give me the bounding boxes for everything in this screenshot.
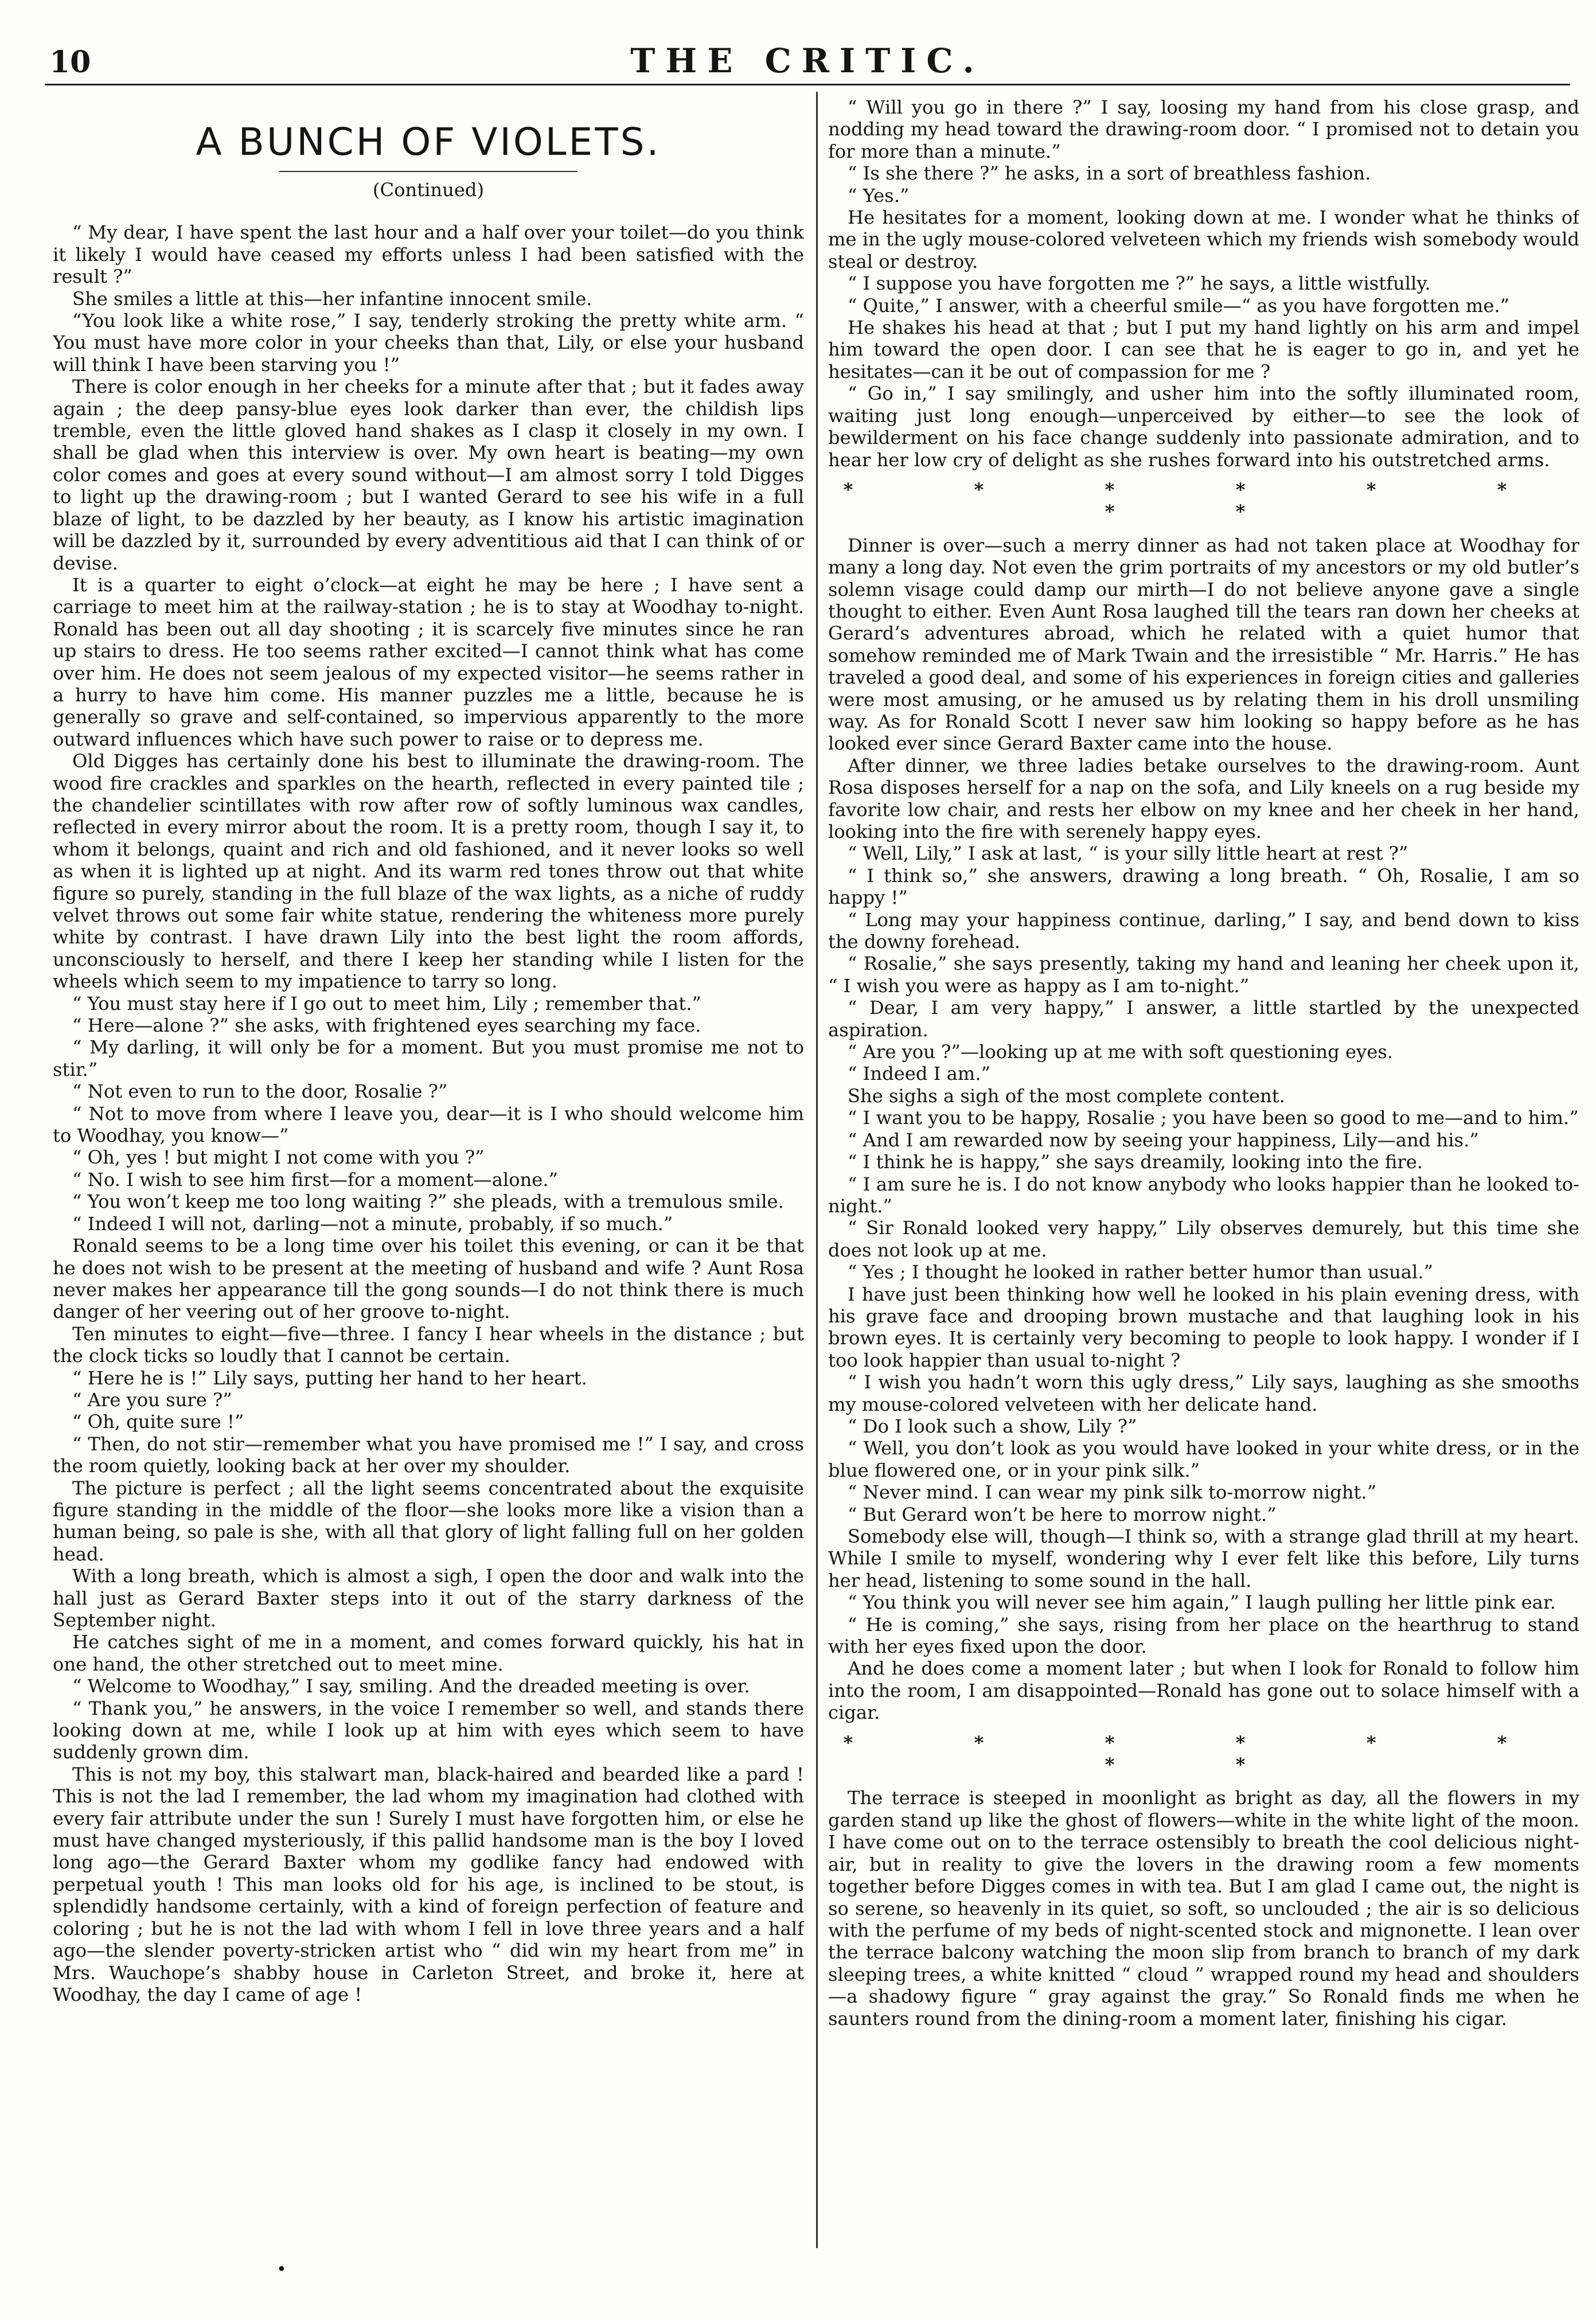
paragraph: “ He is coming,” she says, rising from her place on the hearthrug to stand with her eyes fixed upon the door. bbox=[828, 1613, 1579, 1658]
paragraph: “ Yes.” bbox=[848, 184, 910, 206]
paragraph: “ Go in,” I say smilingly, and usher him into the softly illuminated room, waiting just long enough—unperceived by either—to see the look of bewilderment on his face change suddenly into passionate admiration, and to hear her low cry of delight as she rushes forward into his outstretched arms. bbox=[828, 383, 1579, 471]
paragraph: “ Welcome to Woodhay,” I say, smiling. And the dreaded meeting is over. bbox=[72, 1675, 750, 1697]
paragraph: “ But Gerard won’t be here to morrow night.” bbox=[848, 1503, 1277, 1525]
paragraph: “ Well, you don’t look as you would have looked in your white dress, or in the blue flowered one, or in your pink silk.” bbox=[828, 1437, 1579, 1481]
left-column bbox=[53, 96, 804, 2241]
paragraph: “ Dear, I am very happy,” I answer, a little startled by the unexpected aspiration. bbox=[828, 997, 1579, 1041]
paragraph: “ My dear, I have spent the last hour and a half over your toilet—do you think it likely I would have ceased my efforts unless I had been satisfied with the result ?” bbox=[53, 221, 804, 288]
paragraph: Old Digges has certainly done his best to illuminate the drawing-room. The wood fire crackles and sparkles on the hearth, reflected in every painted tile ; the chandelier scintillates with row after row of softly luminous wax candles, reflected in every mirror about the room. It is a pretty room, though I say it, to whom it belongs, quaint and rich and old fashioned, and it never looks so well as when it is lighted up at night. And its warm red tones throw out that white figure so purely, standing in the full blaze of the wax lights, as a niche of ruddy velvet throws out some fair white statue, rendering the whiteness more purely white by contrast. I have drawn Lily into the best light the room affords, unconsciously to herself, and there I keep her standing while I listen for the wheels which seem to my impatience to tarry so long. bbox=[53, 750, 804, 993]
left-paragraphs bbox=[53, 221, 804, 2005]
right-paragraphs-c bbox=[828, 1787, 1579, 2029]
masthead: THE CRITIC. bbox=[630, 41, 985, 80]
paragraph: “ Do I look such a show, Lily ?” bbox=[848, 1415, 1137, 1437]
paragraph: “ I am sure he is. I do not know anybody who looks happier than he looked to-night.” bbox=[828, 1173, 1579, 1217]
paragraph: “ Are you ?”—looking up at me with soft questioning eyes. bbox=[848, 1041, 1394, 1063]
paragraph: “ Rosalie,” she says presently, taking my hand and leaning her cheek upon it, “ I wish you were as happy as I am to-night.” bbox=[828, 953, 1579, 997]
paragraph: “ Will you go in there ?” I say, loosing my hand from his close grasp, and nodding my head toward the drawing-room door. “ I promised not to detain you for more than a minute.” bbox=[828, 96, 1579, 162]
paragraph: “ Never mind. I can wear my pink silk to-morrow night.” bbox=[848, 1481, 1377, 1504]
paragraph: “ I wish you hadn’t worn this ugly dress,” Lily says, laughing as she smooths my mouse-colored velveteen with her delicate hand. bbox=[828, 1371, 1579, 1415]
paragraph: “ Oh, yes ! but might I not come with you ?” bbox=[72, 1146, 485, 1169]
story-title: A BUNCH OF VIOLETS. bbox=[196, 120, 661, 164]
paragraph: She smiles a little at this—her infantine innocent smile. bbox=[72, 287, 592, 310]
paragraph: “ Thank you,” he answers, in the voice I remember so well, and stands there looking down at me, while I look up at him with eyes which seem to have suddenly grown dim. bbox=[53, 1697, 804, 1763]
paragraph: “ Oh, quite sure !” bbox=[72, 1411, 244, 1433]
paragraph: I have just been thinking how well he looked in his plain evening dress, with his grave face and drooping brown mustache and that laughing look in his brown eyes. It is certainly very becoming to people to look happy. I wonder if I too look happier than usual to-night ? bbox=[828, 1283, 1579, 1371]
paragraph: “ Indeed I will not, darling—not a minute, probably, if so much.” bbox=[72, 1212, 673, 1235]
paragraph: He hesitates for a moment, looking down at me. I wonder what he thinks of me in the ugly mouse-colored velveteen which my friends wish somebody would steal or destroy. bbox=[828, 206, 1579, 272]
paragraph: Ten minutes to eight—five—three. I fancy I hear wheels in the distance ; but the clock ticks so loudly that I cannot be certain. bbox=[53, 1322, 804, 1367]
paragraph: “ My darling, it will only be for a moment. But you must promise me not to stir.” bbox=[53, 1036, 804, 1080]
paragraph: “ I think he is happy,” she says dreamily, looking into the fire. bbox=[848, 1151, 1423, 1173]
column-divider bbox=[816, 92, 818, 2248]
page-number: 10 bbox=[49, 45, 91, 80]
paragraph: He catches sight of me in a moment, and comes forward quickly, his hat in one hand, the other stretched out to meet mine. bbox=[53, 1631, 804, 1675]
paragraph: “ Here—alone ?” she asks, with frightened eyes searching my face. bbox=[72, 1014, 701, 1037]
paragraph: “ Yes ; I thought he looked in rather better humor than usual.” bbox=[848, 1261, 1433, 1283]
paragraph: “ I want you to be happy, Rosalie ; you have been so good to me—and to him.” bbox=[848, 1107, 1579, 1129]
paragraph: “ You won’t keep me too long waiting ?” she pleads, with a tremulous smile. bbox=[72, 1191, 784, 1213]
right-paragraphs-b bbox=[828, 534, 1579, 1724]
paragraph: “ You must stay here if I go out to meet him, Lily ; remember that.” bbox=[72, 992, 701, 1014]
paragraph: It is a quarter to eight o’clock—at eight he may be here ; I have sent a carriage to meet him at the railway-station ; he is to stay at Woodhay to-night. Ronald has been out all day shooting ; it is scarcely five minutes since he ran up stairs to dress. He too seems rather excited—I cannot think what has come over him. He does not seem jealous of my expected visitor—he seems rather in a hurry to have him come. His manner puzzles me a little, because he is generally so grave and self-contained, so impervious apparently to the more outward influences which have such power to raise or to depress me. bbox=[53, 573, 804, 750]
paragraph: Ronald seems to be a long time over his toilet this evening, or can it be that he does not wish to be present at the meeting of husband and wife ? Aunt Rosa never makes her appearance till the gong sounds—I do not think there is much danger of her veering out of her groove to-night. bbox=[53, 1235, 804, 1323]
paragraph: “ Not even to run to the door, Rosalie ?” bbox=[72, 1080, 448, 1103]
continued-label: (Continued) bbox=[372, 179, 485, 201]
paragraph: “ Sir Ronald looked very happy,” Lily observes demurely, but this time she does not look up at me. bbox=[828, 1217, 1579, 1261]
title-rule bbox=[279, 171, 577, 172]
right-paragraphs-a bbox=[828, 96, 1579, 471]
bottom-ornament-dot: • bbox=[276, 2260, 287, 2280]
page-header bbox=[45, 39, 1570, 85]
paragraph: “ Here he is !” Lily says, putting her hand to her heart. bbox=[72, 1367, 587, 1389]
paragraph: “ And I am rewarded now by seeing your happiness, Lily—and his.” bbox=[848, 1129, 1479, 1151]
paragraph: “ Is she there ?” he asks, in a sort of breathless fashion. bbox=[848, 162, 1371, 185]
paragraph: This is not my boy, this stalwart man, black-haired and bearded like a pard ! This is not the lad I remember, the lad whom my imagination had clothed with every fair attribute under the sun ! Surely I must have forgotten him, or else he must have changed mysteriously, if this pallid handsome man is the boy I loved long ago—the Gerard Baxter whom my godlike fancy had endowed with perpetual youth ! This man looks old for his age, is inclined to be stout, is splendidly handsome certainly, with a kind of foreign perfection of feature and coloring ; but he is not the lad with whom I fell in love three years and a half ago—the slender poverty-stricken artist who “ did win my heart from me” in Mrs. Wauchope’s shabby house in Carleton Street, and broke it, here at Woodhay, the day I came of age ! bbox=[53, 1763, 804, 2005]
paragraph: “ I suppose you have forgotten me ?” he says, a little wistfully. bbox=[848, 272, 1431, 295]
paragraph: And he does come a moment later ; but when I look for Ronald to follow him into the room, I am disappointed—Ronald has gone out to solace himself with a cigar. bbox=[828, 1657, 1579, 1724]
paragraph: “You look like a white rose,” I say, tenderly stroking the pretty white arm. “ You must have more color in your cheeks than that, Lily, or else your husband will think I have been starving you !” bbox=[53, 310, 804, 376]
paragraph: “ No. I wish to see him first—for a moment—alone.” bbox=[72, 1168, 559, 1191]
paragraph: She sighs a sigh of the most complete content. bbox=[848, 1084, 1285, 1107]
paragraph: “ You think you will never see him again,” I laugh pulling her little pink ear. bbox=[848, 1591, 1556, 1614]
paragraph: “ Quite,” I answer, with a cheerful smile—“ as you have forgotten me.” bbox=[848, 294, 1510, 317]
paragraph: “ I think so,” she answers, drawing a long breath. “ Oh, Rosalie, I am so happy !” bbox=[828, 864, 1579, 909]
paragraph: “ Then, do not stir—remember what you have promised me !” I say, and cross the room quietly, looking back at her over my shoulder. bbox=[53, 1433, 804, 1477]
paragraph: “ Not to move from where I leave you, dear—it is I who should welcome him to Woodhay, you know—” bbox=[53, 1102, 804, 1147]
section-break-stars: * * * * * * * * bbox=[843, 1731, 1564, 1776]
paragraph: The picture is perfect ; all the light seems concentrated about the exquisite figure standing in the middle of the floor—she looks more like a vision than a human being, so pale is she, with all that glory of light falling full on her golden head. bbox=[53, 1477, 804, 1565]
paragraph: There is color enough in her cheeks for a minute after that ; but it fades away again ; the deep pansy-blue eyes look darker than ever, the childish lips tremble, even the little gloved hand shakes as I clasp it closely in my own. I shall be glad when this interview is over. My own heart is beating—my own color comes and goes at every sound without—I am almost sorry I told Digges to light up the drawing-room ; but I wanted Gerard to see his wife in a full blaze of light, to be dazzled by her beauty, as I know his artistic imagination will be dazzled by it, surrounded by every adventitious aid that I can think of or devise. bbox=[53, 376, 804, 574]
paragraph: He shakes his head at that ; but I put my hand lightly on his arm and impel him toward the open door. I can see that he is eager to go in, and yet he hesitates—can it be out of compassion for me ? bbox=[828, 317, 1579, 383]
right-column bbox=[828, 96, 1579, 2241]
paragraph: “ Indeed I am.” bbox=[848, 1063, 991, 1085]
paragraph: After dinner, we three ladies betake ourselves to the drawing-room. Aunt Rosa disposes herself for a nap on the sofa, and Lily kneels on a rug beside my favorite low chair, and rests her elbow on my knee and her cheek in her hand, looking into the fire with serenely happy eyes. bbox=[828, 754, 1579, 842]
paragraph: “ Long may your happiness continue, darling,” I say, and bend down to kiss the downy forehead. bbox=[828, 908, 1579, 953]
paragraph: Dinner is over—such a merry dinner as had not taken place at Woodhay for many a long day. Not even the grim portraits of my ancestors or my old butler’s solemn visage could damp our mirth—I do not believe anyone gave a single thought to either. Even Aunt Rosa laughed till the tears ran down her cheeks at Gerard’s adventures abroad, which he related with a quiet humor that somehow reminded me of Mark Twain and the irresistible “ Mr. Harris.” He has traveled a good deal, and some of his experiences in foreign cities and galleries were most amusing, or he amused us by relating them in his droll unsmiling way. As for Ronald Scott I never saw him looking so happy before as he has looked ever since Gerard Baxter came into the house. bbox=[828, 534, 1579, 755]
section-break-stars: * * * * * * * * bbox=[843, 478, 1564, 523]
paragraph: With a long breath, which is almost a sigh, I open the door and walk into the hall just as Gerard Baxter steps into it out of the starry darkness of the September night. bbox=[53, 1565, 804, 1631]
paragraph: “ Well, Lily,” I ask at last, “ is your silly little heart at rest ?” bbox=[848, 842, 1408, 865]
paragraph: Somebody else will, though—I think so, with a strange glad thrill at my heart. While I smile to myself, wondering why I ever felt like this before, Lily turns her head, listening to some sound in the hall. bbox=[828, 1525, 1579, 1591]
paragraph: “ Are you sure ?” bbox=[72, 1388, 232, 1411]
paragraph: The terrace is steeped in moonlight as bright as day, all the flowers in my garden stand up like the ghost of flowers—white in the white light of the moon. I have come out on to the terrace ostensibly to breath the cool delicious night-air, but in reality to give the lovers in the drawing room a few moments together before Digges comes in with tea. But I am glad I came out, the night is so serene, so heavenly in its quiet, so soft, so unclouded ; the air is so delicious with the perfume of my beds of night-scented stock and mignonette. I lean over the terrace balcony watching the moon slip from branch to branch of my dark sleeping trees, a white knitted “ cloud ” wrapped round my head and shoulders—a shadowy figure “ gray against the gray.” So Ronald finds me when he saunters round from the dining-room a moment later, finishing his cigar. bbox=[828, 1787, 1579, 2030]
